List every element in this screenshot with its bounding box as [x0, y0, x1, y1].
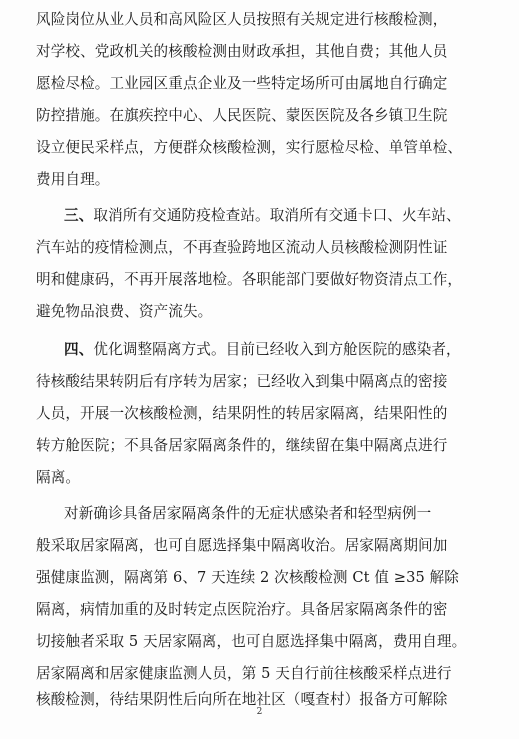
page-number: 2 [256, 707, 263, 717]
body-line: 防控措施。在旗疾控中心、人民医院、蒙医医院及各乡镇卫生院 [36, 107, 448, 124]
section-number: 三、 [64, 207, 94, 224]
section-heading-text: 取消所有交通防疫检查站。取消所有交通卡口、火车站、 [93, 207, 461, 224]
body-line: 般采取居家隔离，也可自愿选择集中隔离收治。居家隔离期间加 [36, 537, 448, 554]
body-line: 明和健康码，不再开展落地检。各职能部门要做好物资清点工作， [36, 271, 463, 288]
body-line: 切接触者采取 5 天居家隔离，也可自愿选择集中隔离，费用自理。 [36, 633, 467, 650]
body-line: 汽车站的疫情检测点，不再查验跨地区流动人员核酸检测阴性证 [36, 239, 448, 256]
body-line: 待核酸结果转阴后有序转为居家；已经收入到集中隔离点的密接 [36, 373, 448, 390]
body-line: 设立便民采样点，方便群众核酸检测，实行愿检尽检、单管单检、 [36, 139, 463, 156]
section-heading-text: 优化调整隔离方式。目前已经收入到方舱医院的感染者， [93, 341, 461, 358]
body-line: 转方舱医院；不具备居家隔离条件的，继续留在集中隔离点进行 [36, 437, 448, 454]
body-line: 人员，开展一次核酸检测，结果阴性的转居家隔离，结果阳性的 [36, 405, 448, 422]
body-line: 隔离。 [36, 469, 81, 486]
body-line: 核酸检测，待结果阴性后向所在地社区（嘎查村）报备方可解除 [36, 691, 448, 708]
body-line: 风险岗位从业人员和高风险区人员按照有关规定进行核酸检测， [36, 11, 448, 28]
body-line: 居家隔离和居家健康监测人员，第 5 天自行前往核酸采样点进行 [36, 665, 452, 682]
body-line: 隔离，病情加重的及时转定点医院治疗。具备居家隔离条件的密 [36, 601, 448, 618]
body-line: 费用自理。 [36, 171, 110, 188]
paragraph-first-line: 对新确诊具备居家隔离条件的无症状感染者和轻型病例一 [64, 505, 432, 522]
body-line: 避免物品浪费、资产流失。 [36, 303, 213, 320]
section-heading-line [64, 206, 488, 226]
section-number: 四、 [64, 341, 94, 358]
section-heading-line [64, 340, 488, 360]
body-line: 强健康监测，隔离第 6、7 天连续 2 次核酸检测 Ct 值 ≥35 解除 [36, 569, 459, 586]
body-line: 对学校、党政机关的核酸检测由财政承担，其他自费；其他人员 [36, 43, 448, 60]
body-line: 愿检尽检。工业园区重点企业及一些特定场所可由属地自行确定 [36, 75, 448, 92]
